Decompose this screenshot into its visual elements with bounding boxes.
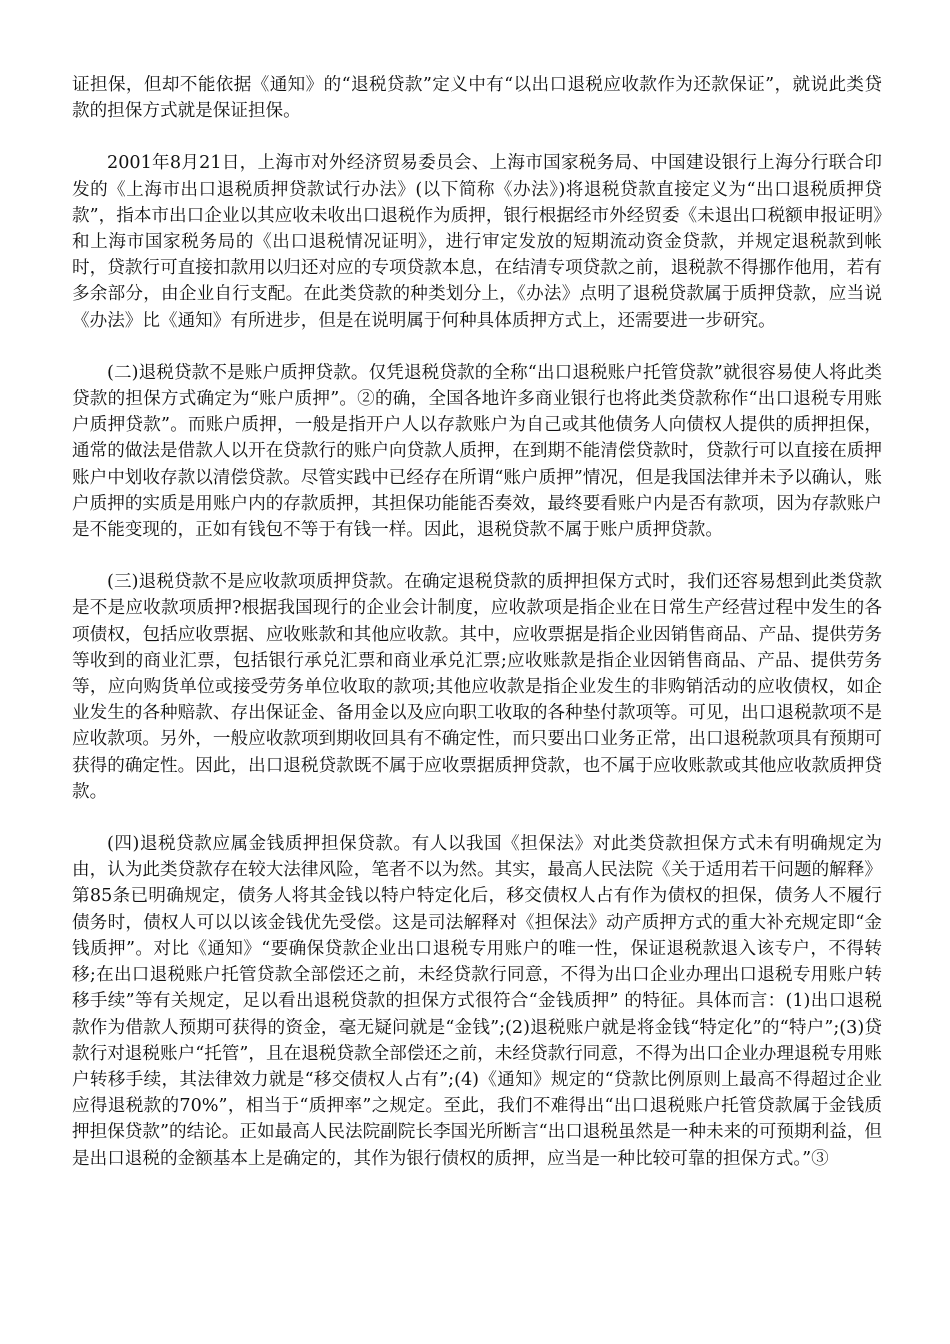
paragraph-not-receivables-pledge: (三)退税贷款不是应收款项质押贷款。在确定退税贷款的质押担保方式时，我们还容易想到此类贷款是不是应收款项质押?根据我国现行的企业会计制度，应收款项是指企业在日常生产经营过程中发生的各项债权，包括应收票据、应收账款和其他应收款。其中，应收票据是指企业因销售商品、产品、提供劳务等收到的商业汇票，包括银行承兑汇票和商业承兑汇票;应收账款是指企业因销售商品、产品、提供劳务等，应向购货单位或接受劳务单位收取的款项;其他应收款是指企业发生的非购销活动的应收债权，如企业发生的各种赔款、存出保证金、备用金以及应向职工收取的各种垫付款项等。可见，出口退税款项不是应收款项。另外，一般应收款项到期收回具有不确定性，而只要出口业务正常，出口退税款项具有预期可获得的确定性。因此，出口退税贷款既不属于应收票据质押贷款，也不属于应收账款或其他应收款质押贷款。 [72, 572, 882, 802]
paragraph-not-account-pledge: (二)退税贷款不是账户质押贷款。仅凭退税贷款的全称“出口退税账户托管贷款”就很容易使人将此类贷款的担保方式确定为“账户质押”。②的确，全国各地许多商业银行也将此类贷款称作“出口退税专用账户质押贷款”。而账户质押，一般是指开户人以存款账户为自己或其他债务人向债权人提供的质押担保，通常的做法是借款人以开在贷款行的账户向贷款人质押，在到期不能清偿贷款时，贷款行可以直接在质押账户中划收存款以清偿贷款。尽管实践中已经存在所谓“账户质押”情况，但是我国法律并未予以确认，账户质押的实质是用账户内的存款质押，其担保功能能否奏效，最终要看账户内是否有款项，因为存款账户是不能变现的，正如有钱包不等于有钱一样。因此，退税贷款不属于账户质押贷款。 [72, 362, 882, 541]
paragraph-shanghai-measures: 2001年8月21日，上海市对外经济贸易委员会、上海市国家税务局、中国建设银行上海分行联合印发的《上海市出口退税质押贷款试行办法》(以下简称《办法》)将退税贷款直接定义为“出口退税质押贷款”，指本市出口企业以其应收未收出口退税作为质押，银行根据经市外经贸委《未退出口税额申报证明》和上海市国家税务局的《出口退税情况证明》，进行审定发放的短期流动资金贷款，并规定退税款到帐时，贷款行可直接扣款用以归还对应的专项贷款本息，在结清专项贷款之前，退税款不得挪作他用，若有多余部分，由企业自行支配。在此类贷款的种类划分上，《办法》点明了退税贷款属于质押贷款，应当说《办法》比《通知》有所进步，但是在说明属于何种具体质押方式上，还需要进一步研究。 [72, 153, 882, 331]
paragraph-money-pledge: (四)退税贷款应属金钱质押担保贷款。有人以我国《担保法》对此类贷款担保方式未有明确规定为由，认为此类贷款存在较大法律风险，笔者不以为然。其实，最高人民法院《关于适用若干问题的解释》第85条已明确规定，债务人将其金钱以特户特定化后，移交债权人占有作为债权的担保，债务人不履行债务时，债权人可以以该金钱优先受偿。这是司法解释对《担保法》动产质押方式的重大补充规定即“金钱质押”。对比《通知》“要确保贷款企业出口退税专用账户的唯一性，保证退税款退入该专户，不得转移;在出口退税账户托管贷款全部偿还之前，未经贷款行同意，不得为出口企业办理出口退税专用账户转移手续”等有关规定，足以看出退税贷款的担保方式很符合“金钱质押” 的特征。具体而言：(1)出口退税款作为借款人预期可获得的资金，毫无疑问就是“金钱”;(2)退税账户就是将金钱“特定化”的“特户”;(3)贷款行对退税账户“托管”，且在退税贷款全部偿还之前，未经贷款行同意，不得为出口企业办理退税专用账户转移手续，其法律效力就是“移交债权人占有”;(4)《通知》规定的“贷款比例原则上最高不得超过企业应得退税款的70%”，相当于“质押率”之规定。至此，我们不难得出“出口退税账户托管贷款属于金钱质押担保贷款”的结论。正如最高人民法院副院长李国光所断言“出口退税虽然是一种未来的可预期利益，但是出口退税的金额基本上是确定的，其作为银行债权的质押，应当是一种比较可靠的担保方式。”③ [72, 834, 882, 1169]
paragraph-continuation: 证担保，但却不能依据《通知》的“退税贷款”定义中有“以出口退税应收款作为还款保证”，就说此类贷款的担保方式就是保证担保。 [72, 75, 882, 122]
document-page [72, 72, 882, 1198]
